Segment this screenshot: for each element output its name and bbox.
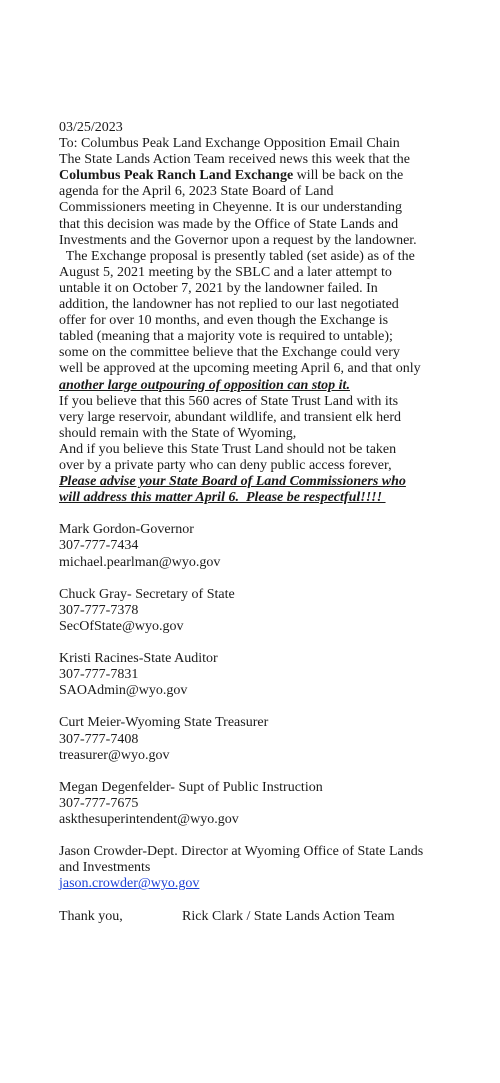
text-line: over by a private party who can deny public access forever, xyxy=(59,457,392,473)
contact-name: Curt Meier-Wyoming State Treasurer xyxy=(59,715,269,731)
contact-entry xyxy=(59,844,469,892)
contact-phone: 307-777-7408 xyxy=(59,731,139,747)
text-line: The Exchange proposal is presently tabled (set aside) as of the xyxy=(59,248,415,264)
contact-entry xyxy=(59,651,469,699)
contact-list xyxy=(59,522,469,892)
text-line: And if you believe this State Trust Land should not be taken xyxy=(59,441,397,457)
contact-email: michael.pearlman@wyo.gov xyxy=(59,554,221,570)
contact-entry xyxy=(59,715,469,763)
spacer xyxy=(59,506,469,522)
contact-email: SAOAdmin@wyo.gov xyxy=(59,683,188,699)
text-line: Investments and the Governor upon a request by the landowner. xyxy=(59,232,417,248)
contact-phone: 307-777-7378 xyxy=(59,602,139,618)
signoff xyxy=(59,909,469,925)
text-line: that this decision was made by the Office of State Lands and xyxy=(59,216,399,232)
contact-name: Kristi Racines-State Auditor xyxy=(59,651,218,667)
emphasis-text: Please advise your State Board of Land Commissioners who xyxy=(59,474,406,490)
contact-phone: 307-777-7675 xyxy=(59,795,139,811)
text-fragment: will be back on the xyxy=(293,168,404,184)
text-line: August 5, 2021 meeting by the SBLC and a later attempt to xyxy=(59,264,392,280)
emphasis-text: will address this matter April 6. Please be respectful!!!! xyxy=(59,490,386,506)
contact-name: Mark Gordon-Governor xyxy=(59,522,194,538)
text-line xyxy=(59,474,469,490)
contact-email-line xyxy=(59,876,469,892)
text-line xyxy=(59,378,469,394)
signature: Rick Clark / State Lands Action Team xyxy=(182,908,395,924)
contact-email: askthesuperintendent@wyo.gov xyxy=(59,812,239,828)
exchange-name: Columbus Peak Ranch Land Exchange xyxy=(59,168,294,184)
text-line: well be approved at the upcoming meeting April 6, and that only xyxy=(59,361,421,377)
thanks-text: Thank you, xyxy=(59,908,123,924)
text-line: should remain with the State of Wyoming, xyxy=(59,425,297,441)
text-line xyxy=(59,168,469,184)
contact-phone: 307-777-7434 xyxy=(59,538,139,554)
text-line: agenda for the April 6, 2023 State Board of Land xyxy=(59,184,334,200)
text-line: If you believe that this 560 acres of State Trust Land with its xyxy=(59,393,399,409)
text-line: The State Lands Action Team received news this week that the xyxy=(59,152,410,168)
paragraph-announcement xyxy=(59,152,469,249)
to-line: To: Columbus Peak Land Exchange Opposition Email Chain xyxy=(59,136,400,152)
paragraph-status xyxy=(59,249,469,394)
contact-email: SecOfState@wyo.gov xyxy=(59,618,184,634)
text-line: Commissioners meeting in Cheyenne. It is our understanding xyxy=(59,200,402,216)
contact-phone: 307-777-7831 xyxy=(59,667,139,683)
emphasis-text: another large outpouring of opposition can stop it. xyxy=(59,377,350,393)
contact-name: Chuck Gray- Secretary of State xyxy=(59,586,235,602)
text-line: very large reservoir, abundant wildlife, and transient elk herd xyxy=(59,409,402,425)
contact-email: treasurer@wyo.gov xyxy=(59,747,170,763)
text-line: offer for over 10 months, and even though the Exchange is xyxy=(59,313,389,329)
contact-name-continued: and Investments xyxy=(59,860,151,876)
contact-email-link[interactable]: jason.crowder@wyo.gov xyxy=(59,876,200,892)
contact-entry xyxy=(59,522,469,570)
contact-name: Megan Degenfelder- Supt of Public Instruction xyxy=(59,779,323,795)
contact-name: Jason Crowder-Dept. Director at Wyoming Office of State Lands xyxy=(59,844,424,860)
paragraph-call-to-action xyxy=(59,394,469,507)
text-line: tabled (meaning that a majority vote is required to untable); xyxy=(59,329,393,345)
text-line: some on the committee believe that the Exchange could very xyxy=(59,345,400,361)
text-line xyxy=(59,490,469,506)
text-line: untable it on October 7, 2021 by the landowner failed. In xyxy=(59,280,378,296)
contact-entry xyxy=(59,587,469,635)
text-line: addition, the landowner has not replied to our last negotiated xyxy=(59,297,399,313)
document-date: 03/25/2023 xyxy=(59,120,123,135)
email-document xyxy=(59,120,469,925)
contact-entry xyxy=(59,780,469,828)
